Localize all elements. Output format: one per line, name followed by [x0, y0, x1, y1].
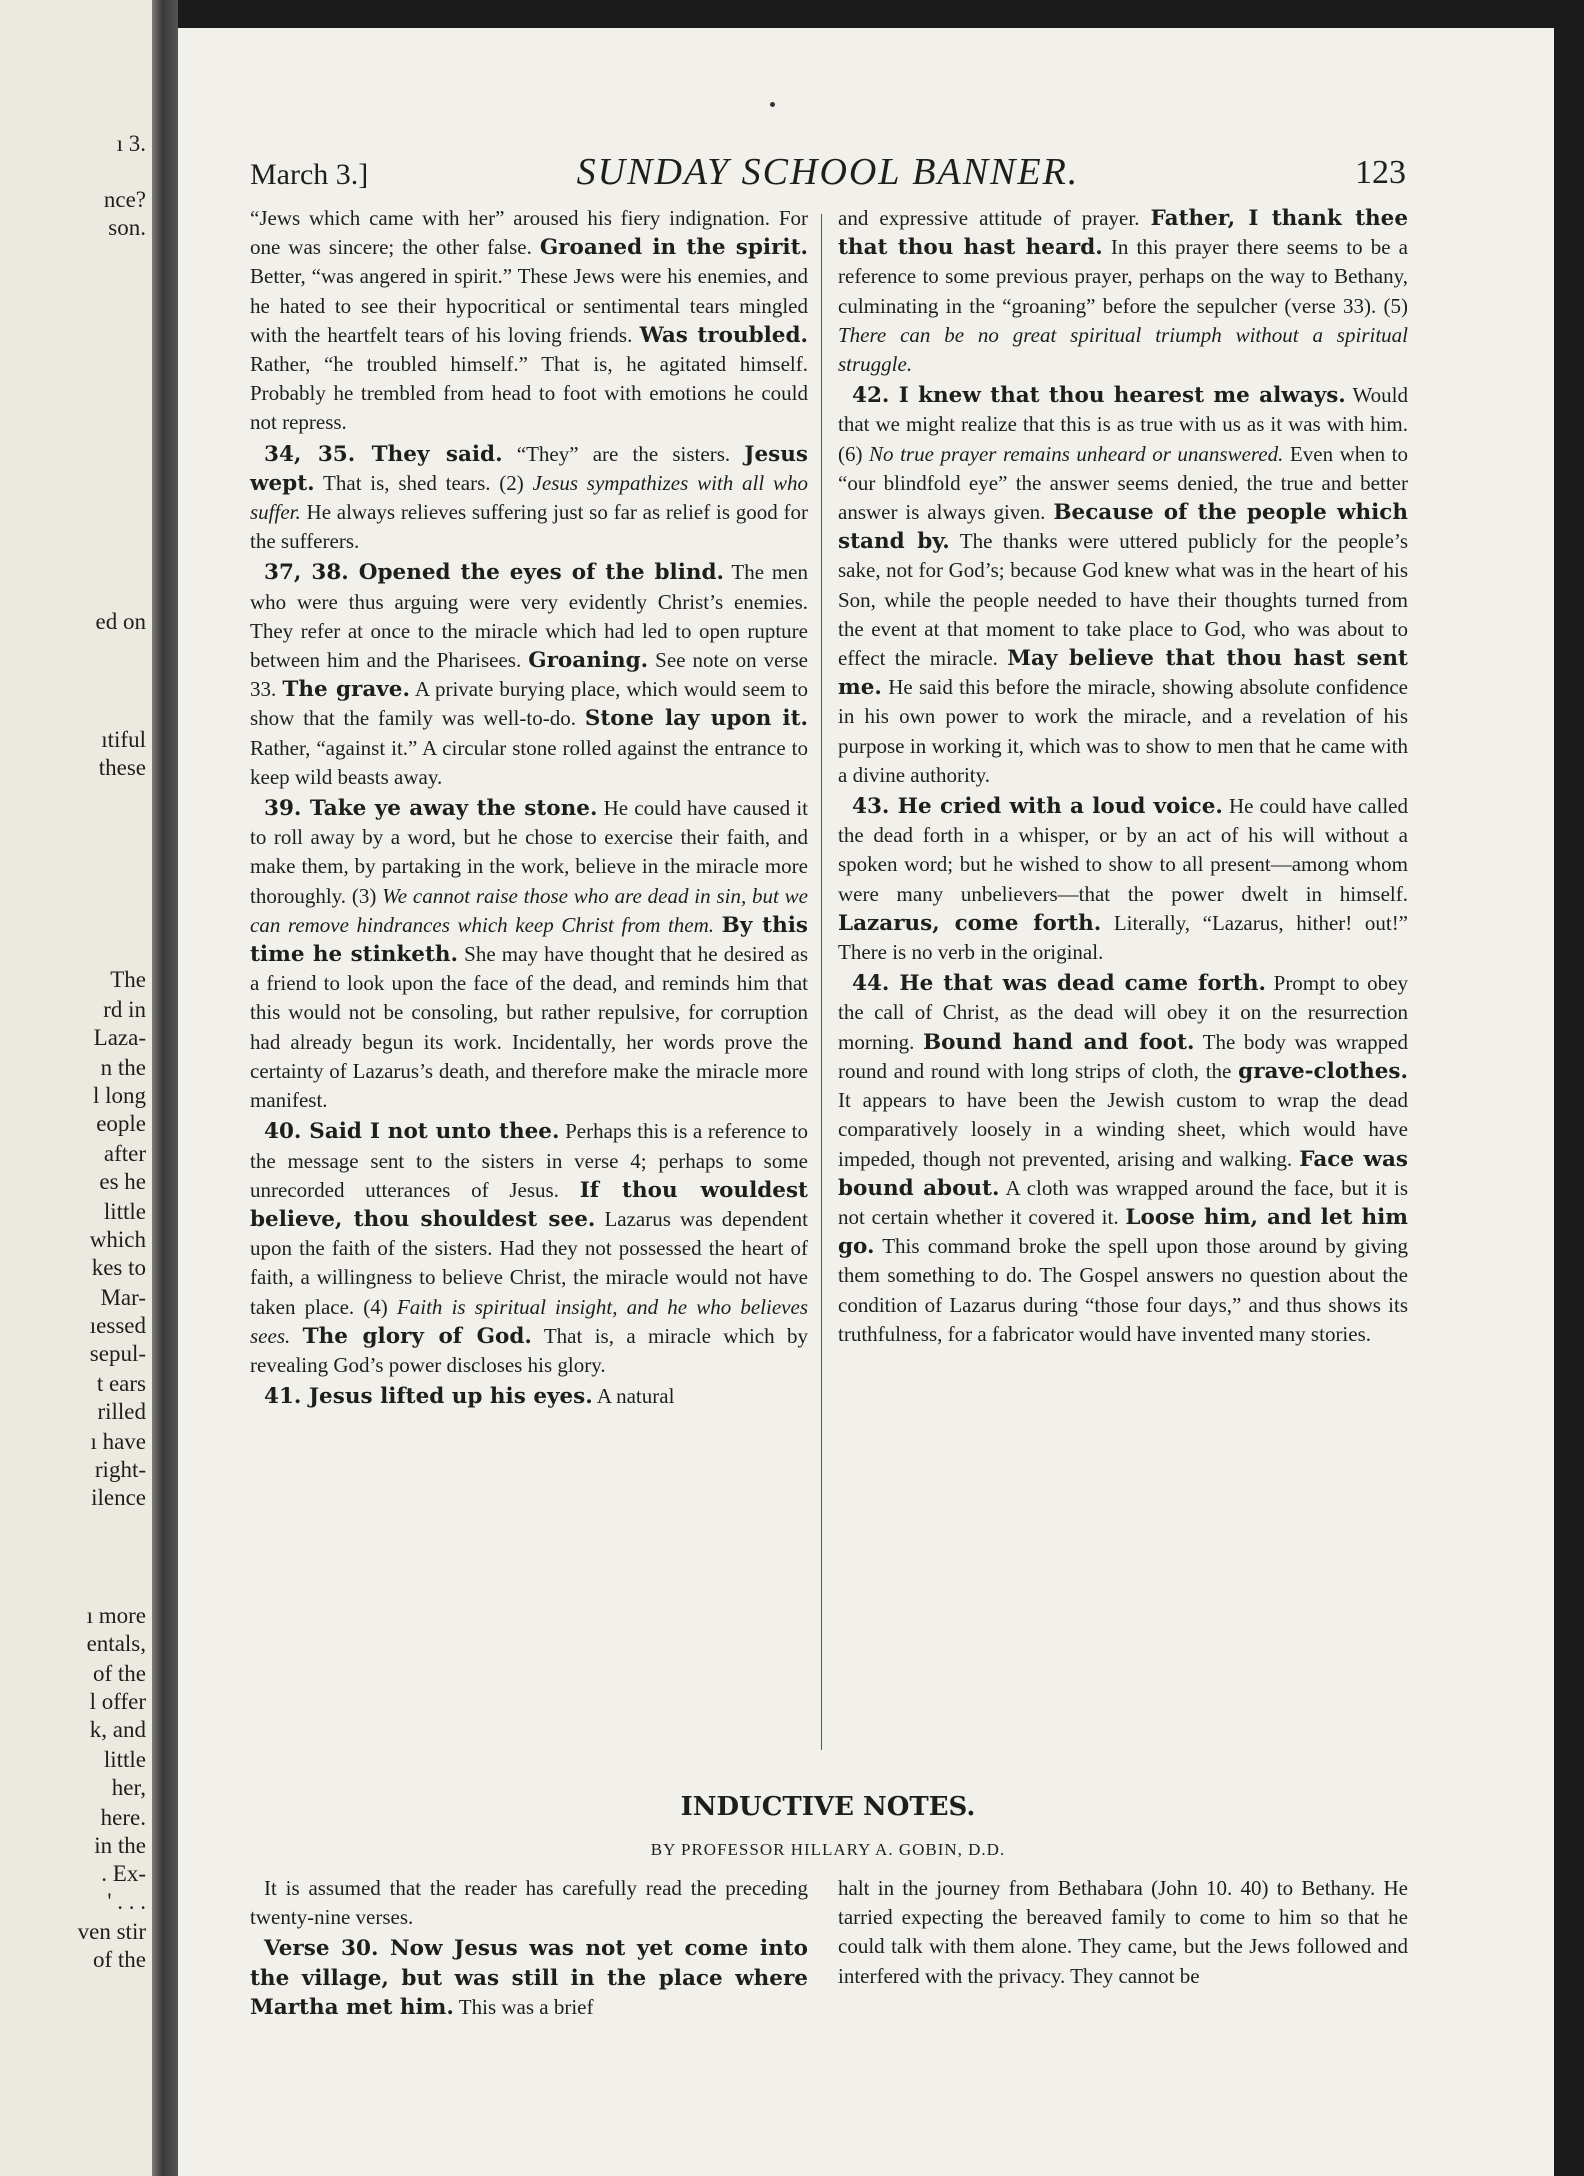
inductive-notes-right-column [838, 1874, 1408, 1993]
facing-page-fragment: of the [92, 1947, 146, 1972]
body-text: That is, shed tears. (2) [314, 470, 533, 495]
page-number: 123 [1355, 154, 1406, 191]
running-header [250, 136, 1406, 196]
body-text: A natural [592, 1384, 675, 1409]
bold-lemma: By this time he stinketh. [250, 912, 808, 968]
facing-page-fragment: . Ex- [101, 1861, 146, 1886]
bold-lemma: Stone lay upon it. [584, 706, 808, 732]
body-text: He could have called the dead forth in a whisper, or by an act of his will without a spoken word; but he wished to show to all present—among whom were many unbelievers—that the power dwelt in himself. [838, 794, 1408, 906]
body-text: Literally, “Lazarus, hither! out!” There is no verb in the original. [838, 910, 1409, 965]
facing-page-fragment: ilence [91, 1485, 146, 1510]
facing-page-fragment: entals, [86, 1631, 146, 1656]
bold-lemma: 39. Take ye away the stone. [264, 796, 598, 822]
body-text: Perhaps this is a reference to the message sent to the sisters in verse 4; perhaps to some unrecorded utterances of Jesus. [250, 1119, 808, 1202]
facing-page-fragment: little [103, 1747, 146, 1772]
bold-lemma: Groaning. [528, 648, 649, 674]
facing-page-fragment: The [110, 967, 146, 992]
bold-lemma: The grave. [282, 677, 410, 703]
facing-page-fragment: eople [96, 1111, 146, 1136]
book-gutter [152, 0, 178, 2176]
bold-lemma: 40. Said I not unto thee. [264, 1119, 560, 1145]
bold-lemma: Groaned in the spirit. [539, 235, 808, 261]
facing-page-fragment: rd in [103, 997, 146, 1022]
body-text: Even when to “our blindfold eye” the answer seems denied, the true and better answer is always given. [838, 441, 1408, 525]
facing-page-fragment: in the [94, 1833, 146, 1858]
facing-page-fragment: ' . . . [107, 1889, 146, 1914]
body-text: It is assumed that the reader has carefully read the preceding twenty-nine verses. [250, 1876, 808, 1930]
header-title: SUNDAY SCHOOL BANNER. [576, 151, 1080, 193]
paragraph [250, 1934, 808, 2022]
facing-page-fragment: ıessed [89, 1313, 146, 1338]
facing-page-fragment: ed on [95, 609, 146, 634]
facing-page-fragment: rilled [97, 1399, 146, 1424]
facing-page-fragment: ı have [90, 1429, 146, 1454]
inductive-notes-heading: INDUCTIVE NOTES. [680, 1792, 976, 1822]
paragraph [838, 204, 1408, 379]
facing-page-fragment: of the [92, 1661, 146, 1686]
facing-page-fragment: little [103, 1199, 146, 1224]
italic-lesson: No true prayer remains unheard or unanswered. [869, 441, 1284, 466]
page [178, 28, 1554, 2176]
paragraph [250, 1117, 808, 1380]
bold-lemma: Loose him, and let him go. [838, 1204, 1409, 1260]
bold-lemma: Jesus wept. [250, 441, 808, 496]
inductive-notes-byline: BY PROFESSOR HILLARY A. GOBIN, D.D. [650, 1840, 1006, 1859]
bold-lemma: 42. I knew that thou hearest me always. [852, 383, 1346, 409]
bold-lemma: Face was bound about. [838, 1146, 1408, 1201]
body-text: Prompt to obey the call of Christ, as the dead will obey it on the resurrection morning. [838, 971, 1408, 1054]
facing-page-fragment: nce? [103, 187, 146, 212]
paragraph [250, 204, 808, 438]
facing-page-fragment: t ears [96, 1371, 146, 1396]
bold-lemma: Because of the people which stand by. [838, 500, 1408, 555]
commentary-right-column [838, 204, 1408, 1351]
body-text: He could have caused it to roll away by a word, but he chose to exercise their faith, and make them, by partaking in the work, believe in the miracle more thoroughly. (3) [250, 796, 808, 908]
italic-lesson: There can be no great spiritual triumph without a spiritual struggle. [838, 322, 1408, 377]
paragraph [838, 969, 1408, 1349]
body-text: Would that we might realize that this is as true with us as it was with him. (6) [838, 383, 1408, 466]
facing-page-fragment: Mar- [100, 1285, 146, 1310]
facing-page-fragment: these [98, 755, 146, 780]
body-text: This was a brief [453, 1994, 594, 2019]
body-text: halt in the journey from Bethabara (John 10. 40) to Bethany. He tarried expecting the bereaved family to come to him so that he could talk with them alone. They came, but the Jews followed and interfered with the privacy. They cannot be [838, 1876, 1408, 1988]
paragraph [838, 381, 1408, 790]
body-text: Rather, “against it.” A circular stone rolled against the entrance to keep wild beasts away. [250, 735, 808, 789]
facing-page-fragment: after [103, 1141, 146, 1166]
italic-lesson: Jesus sympathizes with all who suffer. [250, 470, 808, 525]
facing-page-fragment: Laza- [93, 1025, 146, 1050]
bold-lemma: 34, 35. They said. [264, 441, 503, 467]
bold-lemma: 44. He that was dead came forth. [852, 971, 1266, 997]
paragraph [838, 792, 1408, 967]
bold-lemma: May believe that thou hast sent me. [838, 646, 1408, 701]
bold-lemma: Lazarus, come forth. [838, 910, 1102, 936]
facing-page-fragment: l offer [89, 1689, 146, 1714]
body-text: The thanks were uttered publicly for the people’s sake, not for God’s; because God knew what was in the heart of his Son, while the people needed to have their thoughts turned from the event at that moment to take place to God, who was about to effect the miracle. [838, 529, 1408, 671]
bold-lemma: The glory of God. [302, 1323, 532, 1349]
bold-lemma: grave-clothes. [1238, 1058, 1408, 1084]
facing-page-fragment: l long [92, 1083, 146, 1108]
body-text [290, 1324, 302, 1348]
body-text [714, 913, 722, 937]
bold-lemma: Father, I thank thee that thou hast heard. [838, 206, 1408, 261]
facing-page-fragment: which [89, 1227, 146, 1252]
commentary-left-column [250, 204, 808, 1413]
paragraph [250, 558, 808, 792]
facing-page-edge [0, 0, 152, 2176]
facing-page-fragment: her, [111, 1775, 146, 1800]
body-text: A cloth was wrapped around the face, but it is not certain whether it covered it. [838, 1175, 1408, 1229]
body-text: “Jews which came with her” aroused his fiery indignation. For one was sincere; the other false. [250, 206, 808, 260]
body-text: See note on verse 33. [250, 648, 808, 702]
body-text: This command broke the spell upon those around by giving them something to do. The Gospel answers no question about the condition of Lazarus during “those four days,” and thus shows its truthfulness, for a fabricator would have invented many stories. [838, 1234, 1408, 1346]
body-text: He said this before the miracle, showing absolute confidence in his own power to work the miracle, and a revelation of his purpose in working it, which was to show to men that he came with a divine authority. [838, 675, 1408, 787]
body-text: Lazarus was dependent upon the faith of the sisters. Had they not possessed the heart of faith, a willingness to believe Christ, the miracle would not have taken place. (4) [250, 1206, 808, 1319]
body-text: and expressive attitude of prayer. [838, 206, 1151, 230]
facing-page-fragment: n the [100, 1055, 146, 1080]
paragraph [250, 1874, 808, 1932]
body-text: The men who were thus arguing were very evidently Christ’s enemies. They refer at once to the miracle which had led to open rupture between him and the Pharisees. [250, 560, 808, 673]
bold-lemma: 37, 38. Opened the eyes of the blind. [264, 560, 725, 586]
body-text: He always relieves suffering just so far as relief is good for the sufferers. [250, 500, 808, 554]
bold-lemma: 43. He cried with a loud voice. [852, 794, 1223, 820]
facing-page-fragment: ıtiful [101, 727, 146, 752]
body-text: Better, “was angered in spirit.” These Jews were his enemies, and he hated to see their hypocritical or sentimental tears mingled with the heartfelt tears of his loving friends. [250, 264, 808, 347]
column-divider [821, 214, 822, 1750]
facing-page-fragment: son. [108, 215, 146, 240]
body-text: That is, a miracle which by revealing God’s power discloses his glory. [250, 1323, 808, 1377]
header-date: March 3.] [250, 158, 369, 191]
facing-page-fragment: kes to [91, 1255, 146, 1280]
print-speck [770, 102, 775, 107]
bold-lemma: Was troubled. [639, 322, 808, 348]
facing-page-fragment: k, and [89, 1717, 146, 1742]
bold-lemma: Verse 30. Now Jesus was not yet come into the village, but was still in the place where Martha met him. [250, 1936, 808, 2020]
paragraph [250, 440, 808, 557]
body-text: A private burying place, which would seem to show that the family was well-to-do. [250, 677, 808, 731]
italic-lesson: We cannot raise those who are dead in sin, but we can remove hindrances which keep Christ from them. [250, 883, 808, 937]
facing-page-fragment: here. [100, 1805, 146, 1830]
body-text: “They” are the sisters. [502, 441, 745, 466]
body-text: It appears to have been the Jewish custom to wrap the dead comparatively loosely in a winding sheet, which would have impeded, though not prevented, arising and walking. [838, 1088, 1408, 1171]
body-text: Rather, “he troubled himself.” That is, he agitated himself. Probably he trembled from head to foot with emotions he could not repress. [250, 352, 808, 435]
facing-page-fragment: ı more [86, 1603, 146, 1628]
body-text: In this prayer there seems to be a reference to some previous prayer, perhaps on the way to Bethany, culminating in the “groaning” before the sepulcher (verse 33). (5) [838, 235, 1408, 318]
facing-page-fragment: sepul- [89, 1341, 146, 1366]
facing-page-fragment: es he [99, 1169, 146, 1194]
facing-page-fragment: ı 3. [116, 131, 146, 156]
bold-lemma: 41. Jesus lifted up his eyes. [264, 1384, 593, 1410]
italic-lesson: Faith is spiritual insight, and he who believes sees. [250, 1294, 808, 1348]
inductive-notes-left-column [250, 1874, 808, 2024]
bold-lemma: If thou wouldest believe, thou shouldest see. [250, 1177, 808, 1232]
body-text: The body was wrapped round and round with long strips of cloth, the [838, 1029, 1408, 1083]
paragraph [838, 1874, 1408, 1991]
body-text: She may have thought that he desired as a friend to look upon the face of the dead, and reminds him that this would not be consoling, but rather repulsive, for corruption had already begun its work. Incidentally, her words prove the certainty of Lazarus’s death, and therefore make the miracle more manifest. [250, 942, 808, 1113]
bold-lemma: Bound hand and foot. [923, 1029, 1195, 1055]
facing-page-fragment: right- [94, 1457, 146, 1482]
paragraph [250, 794, 808, 1115]
paragraph [250, 1382, 808, 1411]
facing-page-fragment: ven stir [77, 1919, 146, 1944]
